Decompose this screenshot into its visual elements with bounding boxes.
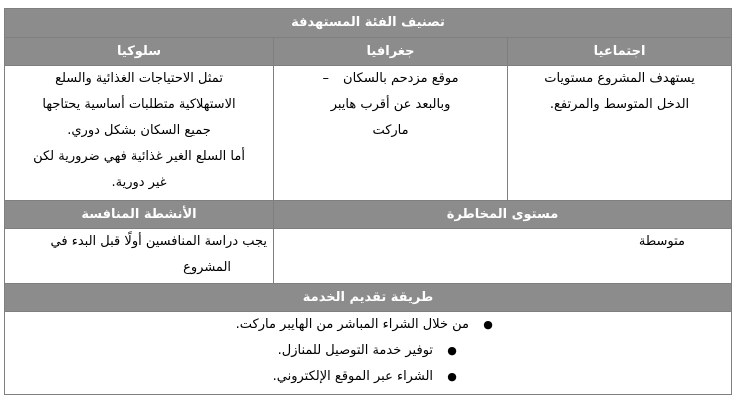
- service-methods-cell: [5, 312, 732, 395]
- bullet-icon: ●: [447, 344, 457, 357]
- column-header-row: [5, 38, 732, 66]
- service-item-text: توفير خدمة التوصيل للمنازل.: [277, 343, 434, 358]
- dash-marker: –: [322, 71, 330, 86]
- header-social: اجتماعيا: [508, 38, 732, 66]
- service-methods-list: [5, 312, 731, 390]
- social-line: الدخل المتوسط والمرتفع.: [549, 97, 690, 112]
- service-item-text: الشراء عبر الموقع الإلكتروني.: [272, 369, 434, 384]
- header-service-method: طريقة تقديم الخدمة: [5, 284, 732, 312]
- geo-line: [280, 66, 501, 92]
- geographic-cell: [274, 66, 508, 201]
- behavior-line: تمثل الاحتياجات الغذائية والسلع: [55, 71, 223, 86]
- segment-content-row: [5, 66, 732, 201]
- header-risk-level: مستوى المخاطرة: [274, 201, 732, 229]
- behavioral-cell: [5, 66, 274, 201]
- risk-competition-header-row: [5, 201, 732, 229]
- list-item: [5, 364, 731, 390]
- risk-competition-row: [5, 229, 732, 284]
- list-item: [5, 312, 731, 338]
- header-geographic: جغرافيا: [274, 38, 508, 66]
- geo-line: ماركت: [372, 123, 409, 138]
- service-header-row: [5, 284, 732, 312]
- bullet-icon: ●: [447, 370, 457, 383]
- geo-line: وبالبعد عن أقرب هايبر: [330, 97, 451, 112]
- header-behavioral: سلوكيا: [5, 38, 274, 66]
- list-item: [5, 338, 731, 364]
- service-item-text: من خلال الشراء المباشر من الهايبر ماركت.: [235, 317, 470, 332]
- bullet-icon: ●: [483, 318, 493, 331]
- behavior-line: غير دورية.: [111, 175, 167, 190]
- competing-activities-cell: [5, 229, 274, 284]
- geo-line-text: موقع مزدحم بالسكان: [343, 71, 459, 86]
- behavior-line: جميع السكان بشكل دوري.: [67, 123, 211, 138]
- competition-line: يجب دراسة المنافسين أولًا قبل البدء في: [50, 234, 268, 249]
- header-competing-activities: الأنشطة المنافسة: [5, 201, 274, 229]
- title-row: [5, 9, 732, 38]
- service-methods-row: [5, 312, 732, 395]
- risk-level-value: متوسطة: [638, 234, 686, 249]
- risk-level-cell: [274, 229, 732, 284]
- behavior-line: الاستهلاكية متطلبات أساسية يحتاجها: [42, 97, 236, 112]
- target-segment-table: [4, 8, 732, 395]
- table-title: تصنيف الفئة المستهدفة: [5, 9, 732, 38]
- competition-line: المشروع: [183, 260, 232, 275]
- social-line: يستهدف المشروع مستويات: [544, 71, 695, 86]
- behavior-line: أما السلع الغير غذائية فهي ضرورية لكن: [33, 149, 245, 164]
- social-cell: [508, 66, 732, 201]
